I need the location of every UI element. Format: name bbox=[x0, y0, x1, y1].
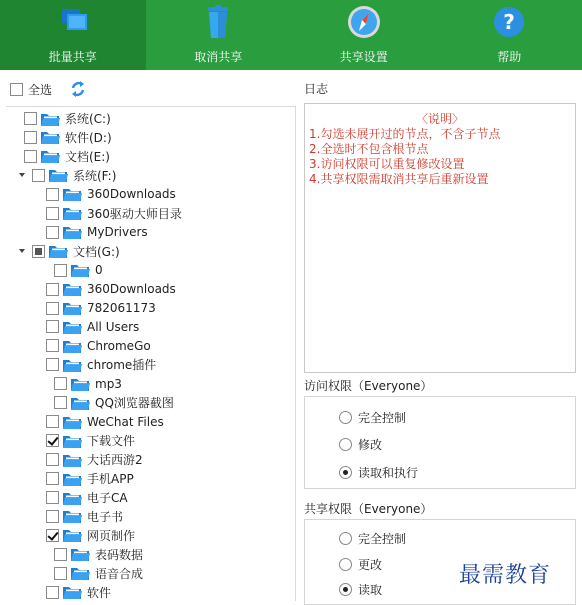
tree-node-checkbox[interactable] bbox=[46, 491, 59, 504]
folder-icon bbox=[71, 263, 90, 277]
tree-node-checkbox[interactable] bbox=[46, 302, 59, 315]
tree-node-label: QQ浏览器截图 bbox=[95, 396, 174, 411]
expand-arrow-icon[interactable] bbox=[19, 247, 27, 255]
tree-node-checkbox[interactable] bbox=[46, 529, 59, 542]
tree-node-label: 0 bbox=[95, 263, 103, 278]
tree-node-label: 360驱动大师目录 bbox=[87, 206, 182, 221]
tree-node-label: 文档(E:) bbox=[65, 149, 110, 164]
expand-arrow-icon[interactable] bbox=[19, 171, 27, 179]
folder-icon bbox=[41, 149, 60, 163]
svg-text:?: ? bbox=[503, 10, 516, 34]
tree-node-label: ChromeGo bbox=[87, 338, 151, 353]
folder-icon bbox=[71, 377, 90, 391]
tree-node-label: 表码数据 bbox=[95, 547, 144, 562]
access-permission-group bbox=[304, 396, 576, 489]
share-settings-label: 共享设置 bbox=[339, 50, 388, 64]
compass-icon bbox=[344, 4, 384, 40]
tree-node[interactable] bbox=[6, 299, 296, 318]
tree-node[interactable] bbox=[6, 526, 296, 545]
folder-icon bbox=[63, 358, 82, 372]
folder-icon bbox=[63, 472, 82, 486]
tree-node[interactable] bbox=[6, 393, 296, 412]
tree-node-label: All Users bbox=[87, 319, 140, 334]
batch-share-label: 批量共享 bbox=[48, 50, 97, 64]
cancel-share-label: 取消共享 bbox=[194, 50, 243, 64]
note-line: 4.共享权限需取消共享后重新设置 bbox=[309, 172, 489, 186]
tree-node-label: 360Downloads bbox=[87, 187, 176, 202]
tree-node[interactable] bbox=[6, 431, 296, 450]
batch-share-button[interactable] bbox=[0, 0, 146, 70]
tree-node[interactable] bbox=[6, 374, 296, 393]
access-option-read-execute[interactable] bbox=[339, 464, 418, 481]
tree-node[interactable] bbox=[6, 280, 296, 299]
tree-node[interactable] bbox=[6, 355, 296, 374]
tree-node-label: 下载文件 bbox=[87, 434, 136, 449]
note-line: 3.访问权限可以重复修改设置 bbox=[309, 157, 465, 171]
tree-node-label: 大话西游2 bbox=[87, 453, 143, 468]
select-all[interactable] bbox=[10, 80, 86, 98]
tree-node-label: 语音合成 bbox=[95, 566, 144, 581]
folder-icon bbox=[63, 434, 82, 448]
radio-button[interactable] bbox=[339, 411, 352, 424]
tree-node[interactable] bbox=[6, 185, 296, 204]
folder-tree-panel bbox=[6, 76, 296, 605]
share-settings-button[interactable] bbox=[291, 0, 437, 70]
tree-node-checkbox[interactable] bbox=[24, 112, 37, 125]
folder-icon bbox=[49, 244, 68, 258]
tree-node[interactable] bbox=[6, 412, 296, 431]
select-all-checkbox[interactable] bbox=[10, 83, 23, 96]
tree-node-checkbox[interactable] bbox=[46, 472, 59, 485]
radio-button[interactable] bbox=[339, 466, 352, 479]
tree-node[interactable] bbox=[6, 564, 296, 583]
select-all-label: 全选 bbox=[28, 82, 53, 97]
tree-node-checkbox[interactable] bbox=[54, 264, 67, 277]
tree-node-label: 782061173 bbox=[87, 301, 156, 315]
tree-node-checkbox[interactable] bbox=[32, 169, 45, 182]
tree-node[interactable] bbox=[6, 242, 296, 261]
note-line: 1.勾选未展开过的节点，不含子节点 bbox=[309, 127, 501, 141]
folder-icon bbox=[63, 585, 82, 599]
access-option-full-control[interactable] bbox=[339, 409, 406, 426]
folder-icon bbox=[71, 547, 90, 561]
tree-node-checkbox[interactable] bbox=[46, 586, 59, 599]
share-option-full-control[interactable] bbox=[339, 530, 406, 547]
tree-node[interactable] bbox=[6, 336, 296, 355]
tree-node-checkbox[interactable] bbox=[46, 339, 59, 352]
folder-icon bbox=[63, 282, 82, 296]
tree-node-label: 网页制作 bbox=[87, 528, 136, 543]
folder-icon bbox=[63, 528, 82, 542]
share-folders-icon bbox=[53, 4, 93, 40]
tree-node-checkbox[interactable] bbox=[46, 415, 59, 428]
folder-icon bbox=[63, 301, 82, 315]
tree-node-label: MyDrivers bbox=[87, 225, 148, 240]
tree-node-label: chrome插件 bbox=[87, 358, 157, 373]
tree-node-checkbox[interactable] bbox=[54, 567, 67, 580]
tree-node-label: 软件 bbox=[87, 585, 112, 600]
folder-icon bbox=[71, 566, 90, 580]
folder-icon bbox=[63, 225, 82, 239]
radio-button[interactable] bbox=[339, 558, 352, 571]
tree-node-checkbox[interactable] bbox=[54, 548, 67, 561]
folder-icon bbox=[63, 453, 82, 467]
folder-icon bbox=[63, 509, 82, 523]
refresh-icon[interactable] bbox=[70, 81, 86, 97]
tree-node-label: 手机APP bbox=[87, 472, 134, 487]
tree-node[interactable] bbox=[6, 488, 296, 507]
tree-node[interactable] bbox=[6, 223, 296, 242]
trash-icon bbox=[198, 4, 238, 40]
tree-node-checkbox[interactable] bbox=[46, 283, 59, 296]
radio-label: 读取和执行 bbox=[358, 466, 419, 480]
folder-tree[interactable] bbox=[6, 106, 296, 601]
radio-button[interactable] bbox=[339, 532, 352, 545]
tree-node-label: 系统(C:) bbox=[65, 112, 111, 126]
folder-icon bbox=[41, 130, 60, 144]
tree-node-checkbox[interactable] bbox=[24, 131, 37, 144]
tree-node[interactable] bbox=[6, 545, 296, 564]
access-option-modify[interactable] bbox=[339, 436, 382, 453]
tree-node[interactable] bbox=[6, 261, 296, 280]
tree-node-checkbox[interactable] bbox=[24, 150, 37, 163]
tree-node-label: 软件(D:) bbox=[65, 130, 112, 145]
folder-icon bbox=[63, 491, 82, 505]
radio-label: 完全控制 bbox=[358, 411, 407, 425]
radio-button[interactable] bbox=[339, 438, 352, 451]
tree-node-checkbox[interactable] bbox=[46, 320, 59, 333]
radio-label: 完全控制 bbox=[358, 532, 407, 546]
share-option-change[interactable] bbox=[339, 556, 382, 573]
tree-node-checkbox[interactable] bbox=[46, 434, 59, 447]
folder-icon bbox=[41, 112, 60, 126]
toolbar bbox=[0, 0, 582, 70]
tree-node[interactable] bbox=[6, 469, 296, 488]
help-icon bbox=[489, 4, 529, 40]
tree-node-checkbox[interactable] bbox=[54, 396, 67, 409]
tree-node-checkbox[interactable] bbox=[32, 245, 45, 258]
tree-node-checkbox[interactable] bbox=[46, 226, 59, 239]
tree-node-label: 文档(G:) bbox=[73, 244, 120, 259]
tree-node[interactable] bbox=[6, 507, 296, 526]
tree-node-label: 360Downloads bbox=[87, 282, 176, 297]
note-line: 2.全选时不包含根节点 bbox=[309, 142, 429, 156]
tree-node-label: WeChat Files bbox=[87, 414, 164, 429]
tree-node[interactable] bbox=[6, 317, 296, 336]
tree-node-checkbox[interactable] bbox=[46, 510, 59, 523]
tree-node[interactable] bbox=[6, 166, 296, 185]
share-permission-title: 共享权限（Everyone） bbox=[304, 502, 433, 516]
folder-icon bbox=[63, 415, 82, 429]
folder-icon bbox=[63, 339, 82, 353]
tree-node-label: 电子CA bbox=[87, 491, 128, 505]
tree-node-label: 电子书 bbox=[87, 509, 124, 524]
log-box bbox=[304, 103, 576, 373]
radio-label: 修改 bbox=[358, 438, 383, 452]
tree-node[interactable] bbox=[6, 109, 296, 128]
radio-label: 更改 bbox=[358, 558, 383, 572]
help-button[interactable] bbox=[437, 0, 582, 70]
tree-node-checkbox[interactable] bbox=[46, 453, 59, 466]
radio-button[interactable] bbox=[339, 583, 352, 596]
tree-node-checkbox[interactable] bbox=[46, 358, 59, 371]
tree-node[interactable] bbox=[6, 583, 296, 601]
folder-icon bbox=[49, 168, 68, 182]
share-option-read[interactable] bbox=[339, 581, 382, 598]
tree-node-label: mp3 bbox=[95, 376, 122, 391]
cancel-share-button[interactable] bbox=[146, 0, 292, 70]
help-label: 帮助 bbox=[497, 50, 522, 64]
tree-node[interactable] bbox=[6, 204, 296, 223]
folder-icon bbox=[71, 396, 90, 410]
log-title: 日志 bbox=[304, 82, 329, 96]
folder-icon bbox=[63, 187, 82, 201]
watermark: 最需教育 bbox=[459, 563, 552, 588]
tree-node[interactable] bbox=[6, 147, 296, 166]
access-permission-title: 访问权限（Everyone） bbox=[304, 379, 433, 393]
folder-icon bbox=[63, 206, 82, 220]
tree-node-checkbox[interactable] bbox=[46, 207, 59, 220]
tree-node[interactable] bbox=[6, 128, 296, 147]
note-heading: 〈说明〉 bbox=[415, 112, 464, 126]
tree-node-checkbox[interactable] bbox=[46, 188, 59, 201]
radio-label: 读取 bbox=[358, 583, 383, 597]
tree-node[interactable] bbox=[6, 450, 296, 469]
tree-node-checkbox[interactable] bbox=[54, 377, 67, 390]
folder-icon bbox=[63, 320, 82, 334]
tree-node-label: 系统(F:) bbox=[73, 168, 117, 183]
